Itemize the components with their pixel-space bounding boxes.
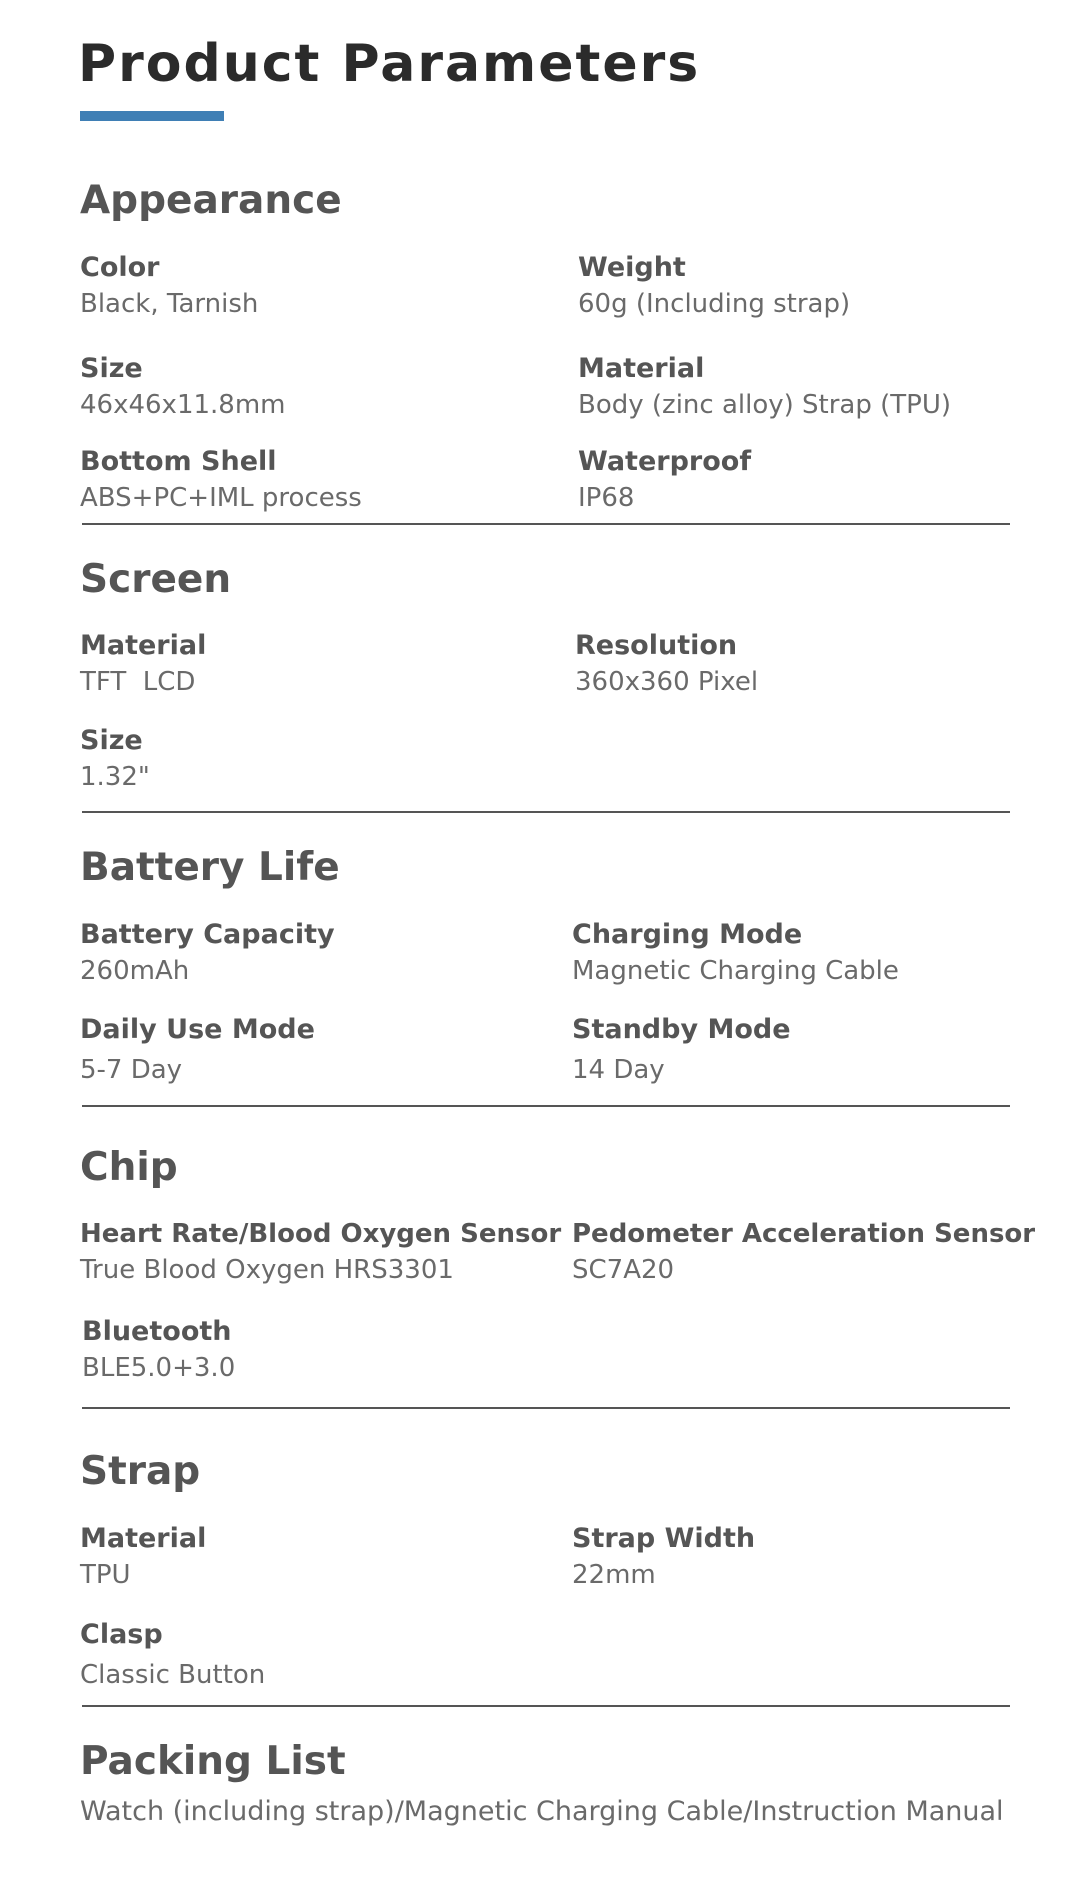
param-screen-material xyxy=(80,632,206,695)
param-label: Strap Width xyxy=(572,1523,756,1554)
section-heading-chip: Chip xyxy=(80,1145,178,1190)
param-value: Black, Tarnish xyxy=(80,289,259,319)
param-value: 60g (Including strap) xyxy=(578,289,851,319)
section-divider xyxy=(82,1705,1010,1707)
param-value: Classic Button xyxy=(80,1660,266,1690)
packing-list-items: Watch (including strap)/Magnetic Charging Cable/Instruction Manual xyxy=(80,1796,1004,1827)
param-value: Magnetic Charging Cable xyxy=(572,956,899,986)
param-resolution xyxy=(575,632,758,695)
section-divider xyxy=(82,811,1010,813)
param-label: Resolution xyxy=(575,630,738,661)
title-accent-bar xyxy=(80,111,224,121)
param-label: Pedometer Acceleration Sensor xyxy=(572,1219,1036,1249)
param-label: Standby Mode xyxy=(572,1014,791,1045)
param-label: Daily Use Mode xyxy=(80,1014,315,1045)
param-label: Color xyxy=(80,252,160,283)
param-waterproof xyxy=(578,448,751,511)
param-material xyxy=(578,355,951,418)
param-value: 22mm xyxy=(572,1560,656,1590)
param-label: Size xyxy=(80,353,143,384)
section-divider xyxy=(82,1407,1010,1409)
param-label: Bluetooth xyxy=(82,1316,232,1347)
param-value: IP68 xyxy=(578,483,635,513)
section-divider xyxy=(82,523,1010,525)
param-label: Heart Rate/Blood Oxygen Sensor xyxy=(80,1219,562,1249)
param-standby xyxy=(572,1016,791,1083)
param-clasp xyxy=(80,1621,265,1688)
section-heading-packing-list: Packing List xyxy=(80,1739,346,1784)
param-weight xyxy=(578,254,850,317)
param-value: 46x46x11.8mm xyxy=(80,390,286,420)
param-value: True Blood Oxygen HRS3301 xyxy=(80,1255,454,1285)
param-value: SC7A20 xyxy=(572,1255,675,1285)
param-pedometer-sensor xyxy=(572,1221,1035,1283)
param-heart-rate-sensor xyxy=(80,1221,561,1283)
param-value: TPU xyxy=(80,1560,131,1590)
param-strap-material xyxy=(80,1525,206,1588)
param-label: Clasp xyxy=(80,1619,163,1650)
section-heading-screen: Screen xyxy=(80,557,232,602)
param-color xyxy=(80,254,258,317)
param-bluetooth xyxy=(82,1318,235,1381)
section-heading-appearance: Appearance xyxy=(80,178,342,223)
section-heading-battery: Battery Life xyxy=(80,845,340,890)
section-heading-strap: Strap xyxy=(80,1449,201,1494)
param-charging-mode xyxy=(572,921,899,984)
param-daily-use xyxy=(80,1016,315,1083)
section-divider xyxy=(82,1105,1010,1107)
param-value: 14 Day xyxy=(572,1055,665,1085)
param-value: 5-7 Day xyxy=(80,1055,183,1085)
param-strap-width xyxy=(572,1525,755,1588)
param-label: Battery Capacity xyxy=(80,919,335,950)
param-label: Material xyxy=(80,630,207,661)
param-value: TFT LCD xyxy=(80,667,196,697)
param-value: BLE5.0+3.0 xyxy=(82,1353,236,1383)
param-battery-capacity xyxy=(80,921,335,984)
param-label: Weight xyxy=(578,252,686,283)
param-bottom-shell xyxy=(80,448,362,511)
param-label: Material xyxy=(80,1523,207,1554)
param-label: Charging Mode xyxy=(572,919,803,950)
param-value: 360x360 Pixel xyxy=(575,667,759,697)
param-value: ABS+PC+IML process xyxy=(80,483,362,513)
param-label: Size xyxy=(80,725,143,756)
param-value: Body (zinc alloy) Strap (TPU) xyxy=(578,390,952,420)
param-size xyxy=(80,355,286,418)
param-value: 1.32" xyxy=(80,762,150,792)
param-label: Waterproof xyxy=(578,446,752,477)
param-screen-size xyxy=(80,727,150,790)
param-label: Material xyxy=(578,353,705,384)
param-value: 260mAh xyxy=(80,956,190,986)
param-label: Bottom Shell xyxy=(80,446,277,477)
page-title: Product Parameters xyxy=(78,34,701,94)
